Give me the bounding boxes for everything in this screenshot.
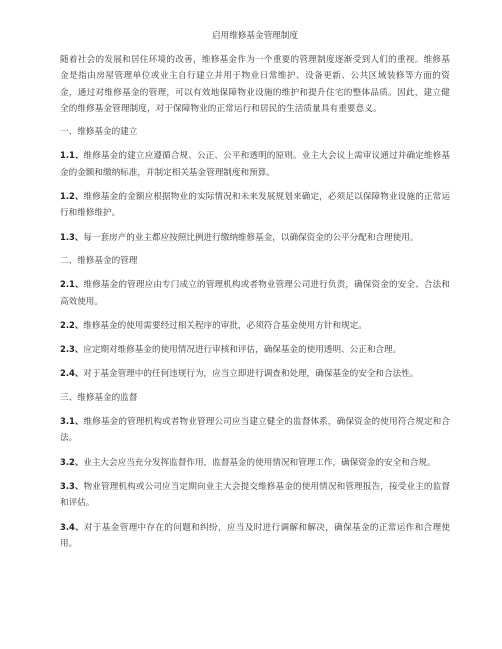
clause-number: 3.3、 — [60, 480, 84, 491]
clause — [60, 276, 450, 310]
clause-number: 3.1、 — [60, 416, 84, 427]
clause — [60, 147, 450, 181]
clause-number: 3.4、 — [60, 521, 84, 532]
clause-number: 3.2、 — [60, 456, 84, 467]
clause-number: 1.3、 — [60, 231, 84, 242]
clause — [60, 341, 450, 358]
clause-number: 2.2、 — [60, 319, 84, 330]
intro-paragraph: 随着社会的发展和居住环境的改善，维修基金作为一个重要的管理制度逐渐受到人们的重视。维修基金是指由房屋管理单位或业主自行建立并用于物业日常维护、设备更新、公共区域装修等方面的资金，通过对维修基金的管理，可以有效地保障物业设施的维护和提升住宅的整体品质。因此，建立健全的维修基金管理制度，对于保障物业的正常运行和居民的生活质量具有重要意义。 — [60, 55, 450, 114]
clause-text: 维修基金的金额应根据物业的实际情况和未来发展规划来确定，必须足以保障物业设施的正常运行和维修维护。 — [60, 192, 450, 219]
clause-number: 1.1、 — [60, 150, 84, 161]
clause-text: 应定期对维修基金的使用情况进行审核和评估，确保基金的使用透明、公正和合理。 — [83, 345, 402, 356]
clause-text: 维修基金的使用需要经过相关程序的审批，必须符合基金使用方针和规定。 — [83, 320, 367, 331]
clause — [60, 413, 450, 447]
clause — [60, 519, 450, 553]
section-heading: 三、维修基金的监督 — [60, 392, 138, 403]
clause-text: 维修基金的建立应遵循合规、公正、公平和透明的原则。业主大会议上需审议通过并确定维修基金的金额和缴纳标准，并制定相关基金管理制度和预算。 — [60, 151, 450, 178]
document-body — [60, 22, 450, 559]
clause — [60, 317, 450, 334]
clause-number: 2.3、 — [60, 344, 84, 355]
clause-text: 物业管理机构或公司应当定期向业主大会提交维修基金的使用情况和管理报告，接受业主的监督和评估。 — [60, 481, 450, 509]
clause-number: 1.2、 — [60, 191, 84, 202]
section-heading: 二、维修基金的管理 — [60, 255, 138, 266]
clause — [60, 229, 450, 246]
section-heading: 一、维修基金的建立 — [60, 127, 138, 138]
clause-number: 2.1、 — [60, 279, 84, 290]
clause — [60, 365, 450, 382]
clause-text: 维修基金的管理机构或者物业管理公司应当建立健全的监督体系，确保资金的使用符合规定和合法。 — [60, 417, 450, 444]
clause-text: 维修基金的管理应由专门成立的管理机构或者物业管理公司进行负责，确保资金的安全、合法和高效使用。 — [60, 280, 450, 307]
clause-text: 对于基金管理中存在的问题和纠纷，应当及时进行调解和解决，确保基金的正常运作和合理使用。 — [60, 522, 450, 549]
clause — [60, 478, 450, 512]
clause-text: 每一套房产的业主都应按照比例进行缴纳维修基金，以确保资金的公平分配和合理使用。 — [83, 232, 419, 243]
clause — [60, 454, 450, 471]
clause-text: 对于基金管理中的任何违规行为，应当立即进行调查和处理，确保基金的安全和合法性。 — [83, 369, 419, 380]
clause-number: 2.4、 — [60, 368, 84, 379]
clause — [60, 188, 450, 222]
clause-text: 业主大会应当充分发挥监督作用，监督基金的使用情况和管理工作，确保资金的安全和合规。 — [83, 457, 436, 468]
document-title: 启用维修基金管理制度 — [212, 31, 298, 41]
